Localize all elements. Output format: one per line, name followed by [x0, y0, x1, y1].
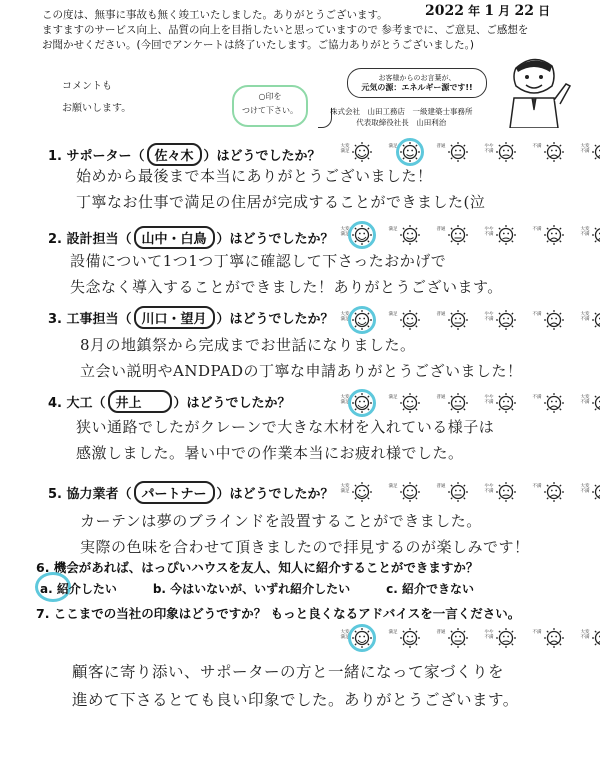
question-6: 6. 機会があれば、はっぴいハウスを友人、知人に紹介することができますか？ [36, 560, 479, 575]
staff-name: 川口・望月 [134, 306, 215, 329]
rating-face-icon[interactable] [340, 225, 372, 245]
rating-faces [340, 393, 600, 413]
rating-label: 不満 [532, 484, 542, 489]
rating-face-icon[interactable] [580, 482, 600, 502]
rating-label: 不満 [532, 227, 542, 232]
speech-bubble: お客様からのお言葉が、 元気の源：エネルギー源です!! [347, 68, 487, 98]
question-7: 7. ここまでの当社の印象はどうですか？ もっと良くなるアドバイスを一言ください。 [36, 606, 521, 621]
rating-label: 大変不満 [580, 630, 590, 640]
rating-face-icon[interactable] [532, 310, 564, 330]
selected-circle [396, 138, 424, 166]
rating-face-icon[interactable] [436, 310, 468, 330]
staff-name: 佐々木 [147, 143, 202, 166]
rating-label: やや不満 [484, 630, 494, 640]
rating-face-icon[interactable] [388, 628, 420, 648]
rating-label: 満足 [388, 227, 398, 232]
rating-face-icon[interactable] [580, 628, 600, 648]
answer-3: 8月の地鎮祭から完成までお世話になりました。 立会い説明やANDPADの丁寧な申請ありがとうございました！ [80, 336, 523, 380]
rating-label: 大変満足 [340, 312, 350, 322]
rating-face-icon[interactable] [484, 628, 516, 648]
rating-label: 大変満足 [340, 395, 350, 405]
rating-label: やや不満 [484, 227, 494, 237]
rating-face-icon[interactable] [388, 482, 420, 502]
intro-text [42, 8, 582, 53]
selected-circle [348, 306, 376, 334]
rating-label: 普通 [436, 630, 446, 635]
q6-options [40, 580, 510, 597]
rating-label: 大変不満 [580, 144, 590, 154]
staff-name: 山中・白鳥 [134, 226, 215, 249]
rating-faces [340, 225, 600, 245]
rating-label: 大変不満 [580, 484, 590, 494]
date: 2022 年 1 月 22 日 [425, 3, 551, 19]
answer-7: 顧客に寄り添い、サポーターの方と一緒になって家づくりを 進めて下さるとても良い印象でした。ありがとうございます。 [72, 663, 519, 709]
rating-face-icon[interactable] [436, 225, 468, 245]
rating-faces [340, 310, 600, 330]
rating-faces [340, 628, 600, 648]
rating-face-icon[interactable] [532, 482, 564, 502]
rating-face-icon[interactable] [436, 142, 468, 162]
rating-label: 大変満足 [340, 227, 350, 237]
rating-label: 満足 [388, 312, 398, 317]
intro-line: お聞かせください。(今回でアンケートは終了いたします。ご協力ありがとうございました。) [42, 39, 474, 51]
note-comment: コメントも お願いします。 [62, 81, 132, 114]
rating-face-icon[interactable] [340, 482, 372, 502]
selected-circle [348, 624, 376, 652]
rating-face-icon[interactable] [580, 225, 600, 245]
company-info: 株式会社 山田工務店 一級建築士事務所 代表取締役社長 山田利治 [330, 107, 473, 127]
question-4: 4. 大工（ 井上 ）はどうでしたか？ [48, 390, 291, 413]
intro-line: ますますのサービス向上、品質の向上を目指したいと思っていますので 参考までに、ご意見、ご感想を [42, 24, 529, 36]
selected-circle [348, 221, 376, 249]
rating-label: 不満 [532, 144, 542, 149]
rating-label: 普通 [436, 312, 446, 317]
answer-2: 設備について1つ1つ丁寧に確認して下さったおかげで 失念なく導入することができました！ありがとうございます。 [70, 252, 503, 296]
rating-face-icon[interactable] [532, 393, 564, 413]
staff-name: パートナー [134, 481, 215, 504]
rating-label: 普通 [436, 227, 446, 232]
rating-face-icon[interactable] [436, 393, 468, 413]
rating-face-icon[interactable] [484, 310, 516, 330]
note-mark: ○印を つけて下さい。 [242, 92, 298, 115]
rating-face-icon[interactable] [340, 142, 372, 162]
rating-label: やや不満 [484, 395, 494, 405]
rating-face-icon[interactable] [388, 142, 420, 162]
rating-label: 普通 [436, 395, 446, 400]
rating-faces [340, 482, 600, 502]
rating-face-icon[interactable] [388, 225, 420, 245]
rating-label: 普通 [436, 484, 446, 489]
rating-face-icon[interactable] [388, 310, 420, 330]
rating-label: 大変満足 [340, 484, 350, 494]
rating-label: 満足 [388, 630, 398, 635]
selected-circle [348, 389, 376, 417]
option-a[interactable]: a. 紹介したい [40, 582, 117, 596]
intro-line: この度は、無事に事故も無く竣工いたしました。ありがとうございます。 [42, 9, 388, 21]
question-3: 3. 工事担当（ 川口・望月 ）はどうでしたか？ [48, 306, 334, 329]
staff-name: 井上 [108, 390, 172, 413]
question-1: 1. サポーター（ 佐々木 ）はどうでしたか？ [48, 143, 321, 166]
rating-face-icon[interactable] [436, 628, 468, 648]
mascot-illustration [494, 50, 574, 128]
option-c[interactable]: c. 紹介できない [386, 582, 475, 596]
rating-label: やや不満 [484, 484, 494, 494]
question-5: 5. 協力業者（ パートナー ）はどうでしたか？ [48, 481, 334, 504]
rating-face-icon[interactable] [580, 393, 600, 413]
answer-1: 始めから最後まで本当にありがとうございました！ 丁寧なお仕事で満足の住居が完成することができました(泣 [76, 167, 486, 211]
rating-face-icon[interactable] [436, 482, 468, 502]
rating-label: 満足 [388, 395, 398, 400]
rating-faces [340, 142, 600, 162]
answer-4: 狭い通路でしたがクレーンで大きな木材を入れている様子は 感激しました。暑い中での作業本当にお疲れ様でした。 [76, 418, 495, 462]
option-b[interactable]: b. 今はいないが、いずれ紹介したい [152, 582, 351, 596]
rating-label: 大変不満 [580, 395, 590, 405]
rating-face-icon[interactable] [388, 393, 420, 413]
rating-face-icon[interactable] [532, 142, 564, 162]
rating-label: やや不満 [484, 312, 494, 322]
question-2: 2. 設計担当（ 山中・白鳥 ）はどうでしたか？ [48, 226, 334, 249]
rating-face-icon[interactable] [484, 482, 516, 502]
rating-label: 満足 [388, 484, 398, 489]
rating-label: 大変満足 [340, 630, 350, 640]
rating-face-icon[interactable] [532, 628, 564, 648]
rating-face-icon[interactable] [484, 142, 516, 162]
rating-label: 普通 [436, 144, 446, 149]
rating-face-icon[interactable] [580, 142, 600, 162]
rating-face-icon[interactable] [340, 310, 372, 330]
rating-label: 大変不満 [580, 312, 590, 322]
rating-face-icon[interactable] [340, 393, 372, 413]
rating-face-icon[interactable] [580, 310, 600, 330]
rating-label: 大変不満 [580, 227, 590, 237]
rating-label: 不満 [532, 312, 542, 317]
rating-label: 大変満足 [340, 144, 350, 154]
rating-label: 不満 [532, 630, 542, 635]
rating-face-icon[interactable] [532, 225, 564, 245]
rating-label: やや不満 [484, 144, 494, 154]
rating-label: 不満 [532, 395, 542, 400]
rating-face-icon[interactable] [484, 393, 516, 413]
answer-5: カーテンは夢のブラインドを設置することができました。 実際の色味を合わせて頂きましたので拝見するのが楽しみです！ [80, 512, 530, 556]
rating-face-icon[interactable] [340, 628, 372, 648]
rating-face-icon[interactable] [484, 225, 516, 245]
rating-label: 満足 [388, 144, 398, 149]
